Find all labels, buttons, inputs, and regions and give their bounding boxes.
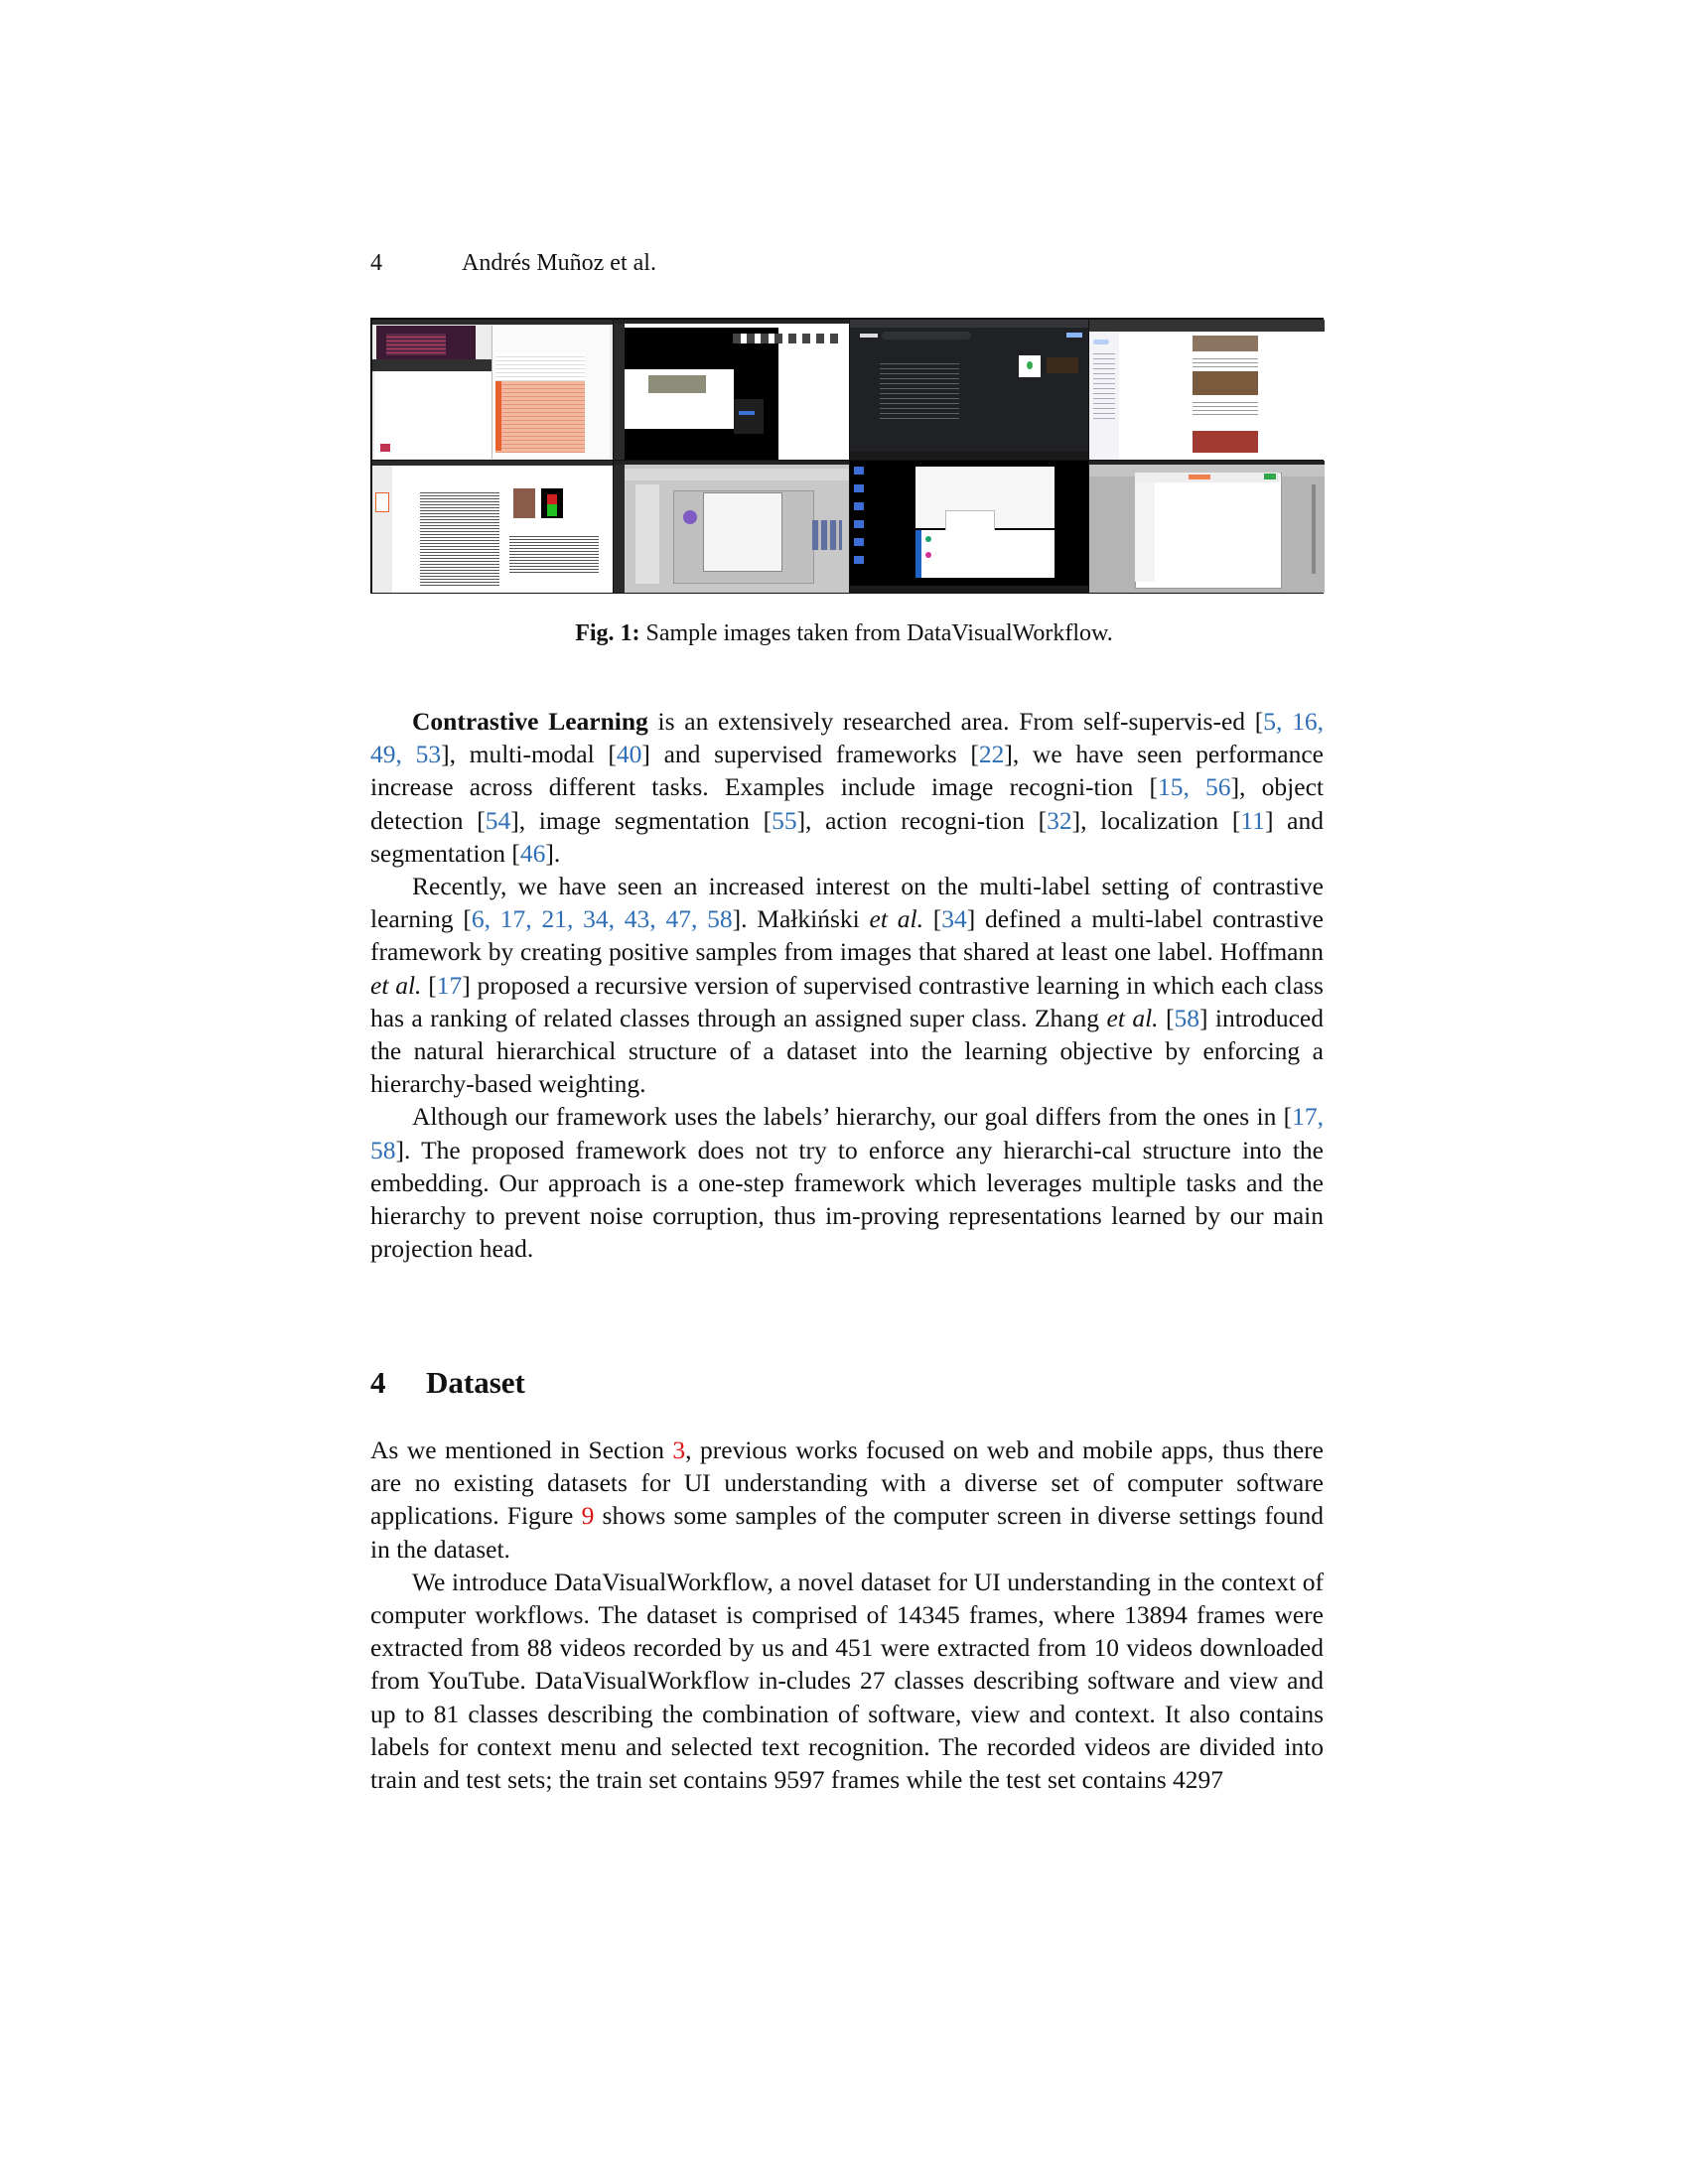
figure-caption bbox=[0, 620, 1688, 647]
paragraph-contrastive-learning: Contrastive Learning is an extensively researched area. From self-supervis-ed [5, 16, 49, 53], multi-modal [40] and supervised frameworks [22], we have seen performance increase across different tasks. Examples include image recogni-tion [15, 56], object detection [54], image segmentation [55], action recogni-tion [32], localization [11] and segmentation [46]. bbox=[370, 707, 1325, 868]
citation-link[interactable]: 5, 16, 49, 53 bbox=[370, 707, 1324, 769]
thumbnail-file-chooser bbox=[1089, 461, 1325, 593]
dataset-text bbox=[370, 1433, 1324, 1796]
thumbnail-diagram-editor bbox=[614, 461, 849, 593]
thumbnail-google-search-dark bbox=[850, 320, 1088, 460]
section-number: 4 bbox=[370, 1365, 386, 1400]
thumbnail-social-feed bbox=[1089, 320, 1325, 460]
citation-link[interactable]: 15, 56 bbox=[1157, 772, 1231, 802]
citation-link[interactable]: 40 bbox=[616, 740, 642, 769]
citation-link[interactable]: 54 bbox=[485, 805, 511, 835]
citation-link[interactable]: 58 bbox=[1174, 1003, 1199, 1032]
figure-caption-text: Sample images taken from DataVisualWorkflow. bbox=[645, 620, 1113, 646]
thumbnail-pdf-viewer bbox=[372, 461, 613, 593]
citation-link[interactable]: 22 bbox=[978, 740, 1005, 769]
section-title: Dataset bbox=[426, 1365, 525, 1400]
paragraph-multi-label: Recently, we have seen an increased interest on the multi-label setting of contrastive learning [6, 17, 21, 34, 43, 47, 58]. Małkiński et al. [34] defined a multi-label contrastive framework by creating positive samples from images that shared at least one label. Hoffmann et al. [17] proposed a recursive version of supervised contrastive learning in which each class has a ranking of related classes through an assigned super class. Zhang et al. [58] introduced the natural hierarchical structure of a dataset into the learning objective by enforcing a hierarchy-based weighting. bbox=[370, 872, 1324, 1099]
figure-sample-images bbox=[370, 318, 1324, 594]
section-reference-link[interactable]: 3 bbox=[672, 1435, 686, 1464]
citation-link[interactable]: 17, 58 bbox=[370, 1102, 1324, 1164]
thumbnail-spreadsheet-terminal bbox=[372, 320, 613, 460]
citation-link[interactable]: 11 bbox=[1240, 805, 1265, 835]
citation-link[interactable]: 17 bbox=[436, 970, 463, 1000]
running-head-authors: Andrés Muñoz et al. bbox=[462, 250, 656, 276]
paragraph-dataset-motivation: As we mentioned in Section 3, previous works focused on web and mobile apps, thus there are no existing datasets for UI understanding with a diverse set of computer software applications. Figure 9 shows some samples of the computer screen in diverse settings found in the dataset. bbox=[370, 1435, 1324, 1564]
citation-link[interactable]: 46 bbox=[519, 838, 546, 868]
thumbnail-video-viewer bbox=[614, 320, 849, 460]
citation-link[interactable]: 55 bbox=[772, 805, 797, 835]
paragraph-dataset-description: We introduce DataVisualWorkflow, a novel dataset for UI understanding in the context of computer workflows. The dataset is comprised of 14345 frames, where 13894 frames were extracted from 88 videos recorded by us and 451 were extracted from 10 videos downloaded from YouTube. DataVisualWorkflow in-cludes 27 classes describing software and view and up to 81 classes describing the combination of software, view and context. It also contains labels for context menu and selected text recognition. The recorded videos are divided into train and test sets; the train set contains 9597 frames while the test set contains 4297 bbox=[370, 1567, 1324, 1795]
figure-reference-link[interactable]: 9 bbox=[581, 1501, 595, 1531]
section-heading-dataset bbox=[370, 1365, 525, 1401]
citation-link[interactable]: 32 bbox=[1047, 805, 1072, 835]
citation-link[interactable]: 34 bbox=[941, 904, 967, 934]
running-head bbox=[370, 250, 656, 277]
thumbnail-windows-desktop bbox=[850, 461, 1088, 593]
page-number: 4 bbox=[370, 250, 382, 276]
run-in-heading: Contrastive Learning bbox=[412, 707, 648, 736]
citation-link[interactable]: 6, 17, 21, 34, 43, 47, 58 bbox=[471, 904, 733, 934]
related-work-text bbox=[370, 705, 1324, 1265]
figure-label: Fig. 1: bbox=[575, 620, 640, 646]
paragraph-our-framework: Although our framework uses the labels’ hierarchy, our goal differs from the ones in [17, 58]. The proposed framework does not try to enforce any hierarchi-cal structure into the embedding. Our approach is a one-step framework which leverages multiple tasks and the hierarchy to prevent noise corruption, thus im-proving representations learned by our main projection head. bbox=[370, 1102, 1324, 1264]
